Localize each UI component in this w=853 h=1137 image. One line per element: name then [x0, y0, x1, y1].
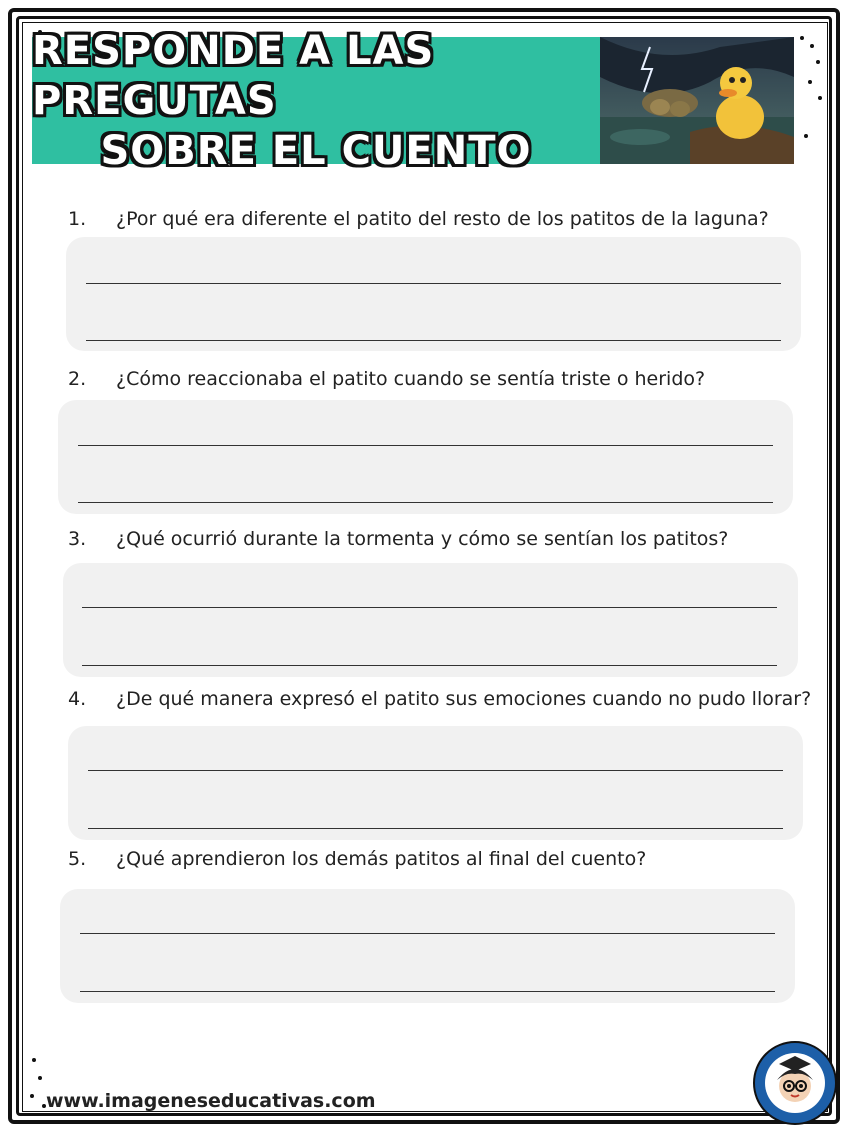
answer-box-3[interactable] — [63, 563, 798, 677]
footer-url: www.imageneseducativas.com — [46, 1090, 376, 1112]
answer-box-2[interactable] — [58, 400, 793, 514]
answer-line[interactable] — [88, 770, 783, 771]
question-text: ¿Cómo reaccionaba el patito cuando se sentía triste o herido? — [116, 368, 706, 390]
question-1 — [68, 208, 769, 230]
duckling-in-storm-illustration — [600, 37, 794, 164]
decor-dot — [38, 1076, 42, 1080]
answer-box-5[interactable] — [60, 889, 795, 1003]
question-4 — [68, 688, 811, 710]
decor-dot — [816, 60, 820, 64]
decor-dot — [818, 96, 822, 100]
title-banner — [32, 27, 600, 174]
answer-line[interactable] — [86, 340, 781, 341]
page-title-line2: SOBRE EL CUENTO — [100, 127, 532, 174]
answer-line[interactable] — [82, 665, 777, 666]
answer-line[interactable] — [88, 828, 783, 829]
question-3 — [68, 528, 728, 550]
answer-box-4[interactable] — [68, 726, 803, 840]
decor-dot — [810, 44, 814, 48]
answer-line[interactable] — [80, 933, 775, 934]
question-5 — [68, 848, 646, 870]
answer-line[interactable] — [82, 607, 777, 608]
decor-dot — [32, 1058, 36, 1062]
question-text: ¿Por qué era diferente el patito del resto de los patitos de la laguna? — [116, 208, 769, 230]
answer-box-1[interactable] — [66, 237, 801, 351]
question-text: ¿Qué ocurrió durante la tormenta y cómo se sentían los patitos? — [116, 528, 729, 550]
decor-dot — [30, 1094, 34, 1098]
question-text: ¿Qué aprendieron los demás patitos al final del cuento? — [116, 848, 647, 870]
answer-line[interactable] — [78, 445, 773, 446]
decor-dot — [808, 80, 812, 84]
question-number: 2. — [68, 368, 87, 390]
question-number: 5. — [68, 848, 87, 870]
question-number: 3. — [68, 528, 87, 550]
question-number: 4. — [68, 688, 87, 710]
answer-line[interactable] — [86, 283, 781, 284]
question-number: 1. — [68, 208, 87, 230]
decor-dot — [804, 134, 808, 138]
answer-line[interactable] — [78, 502, 773, 503]
answer-line[interactable] — [80, 991, 775, 992]
question-2 — [68, 368, 705, 390]
decor-dot — [800, 36, 804, 40]
question-text: ¿De qué manera expresó el patito sus emociones cuando no pudo llorar? — [116, 688, 812, 710]
imageneseducativas-logo-badge — [752, 1040, 838, 1126]
page-title-line1: RESPONDE A LAS PREGUTAS — [32, 27, 435, 124]
